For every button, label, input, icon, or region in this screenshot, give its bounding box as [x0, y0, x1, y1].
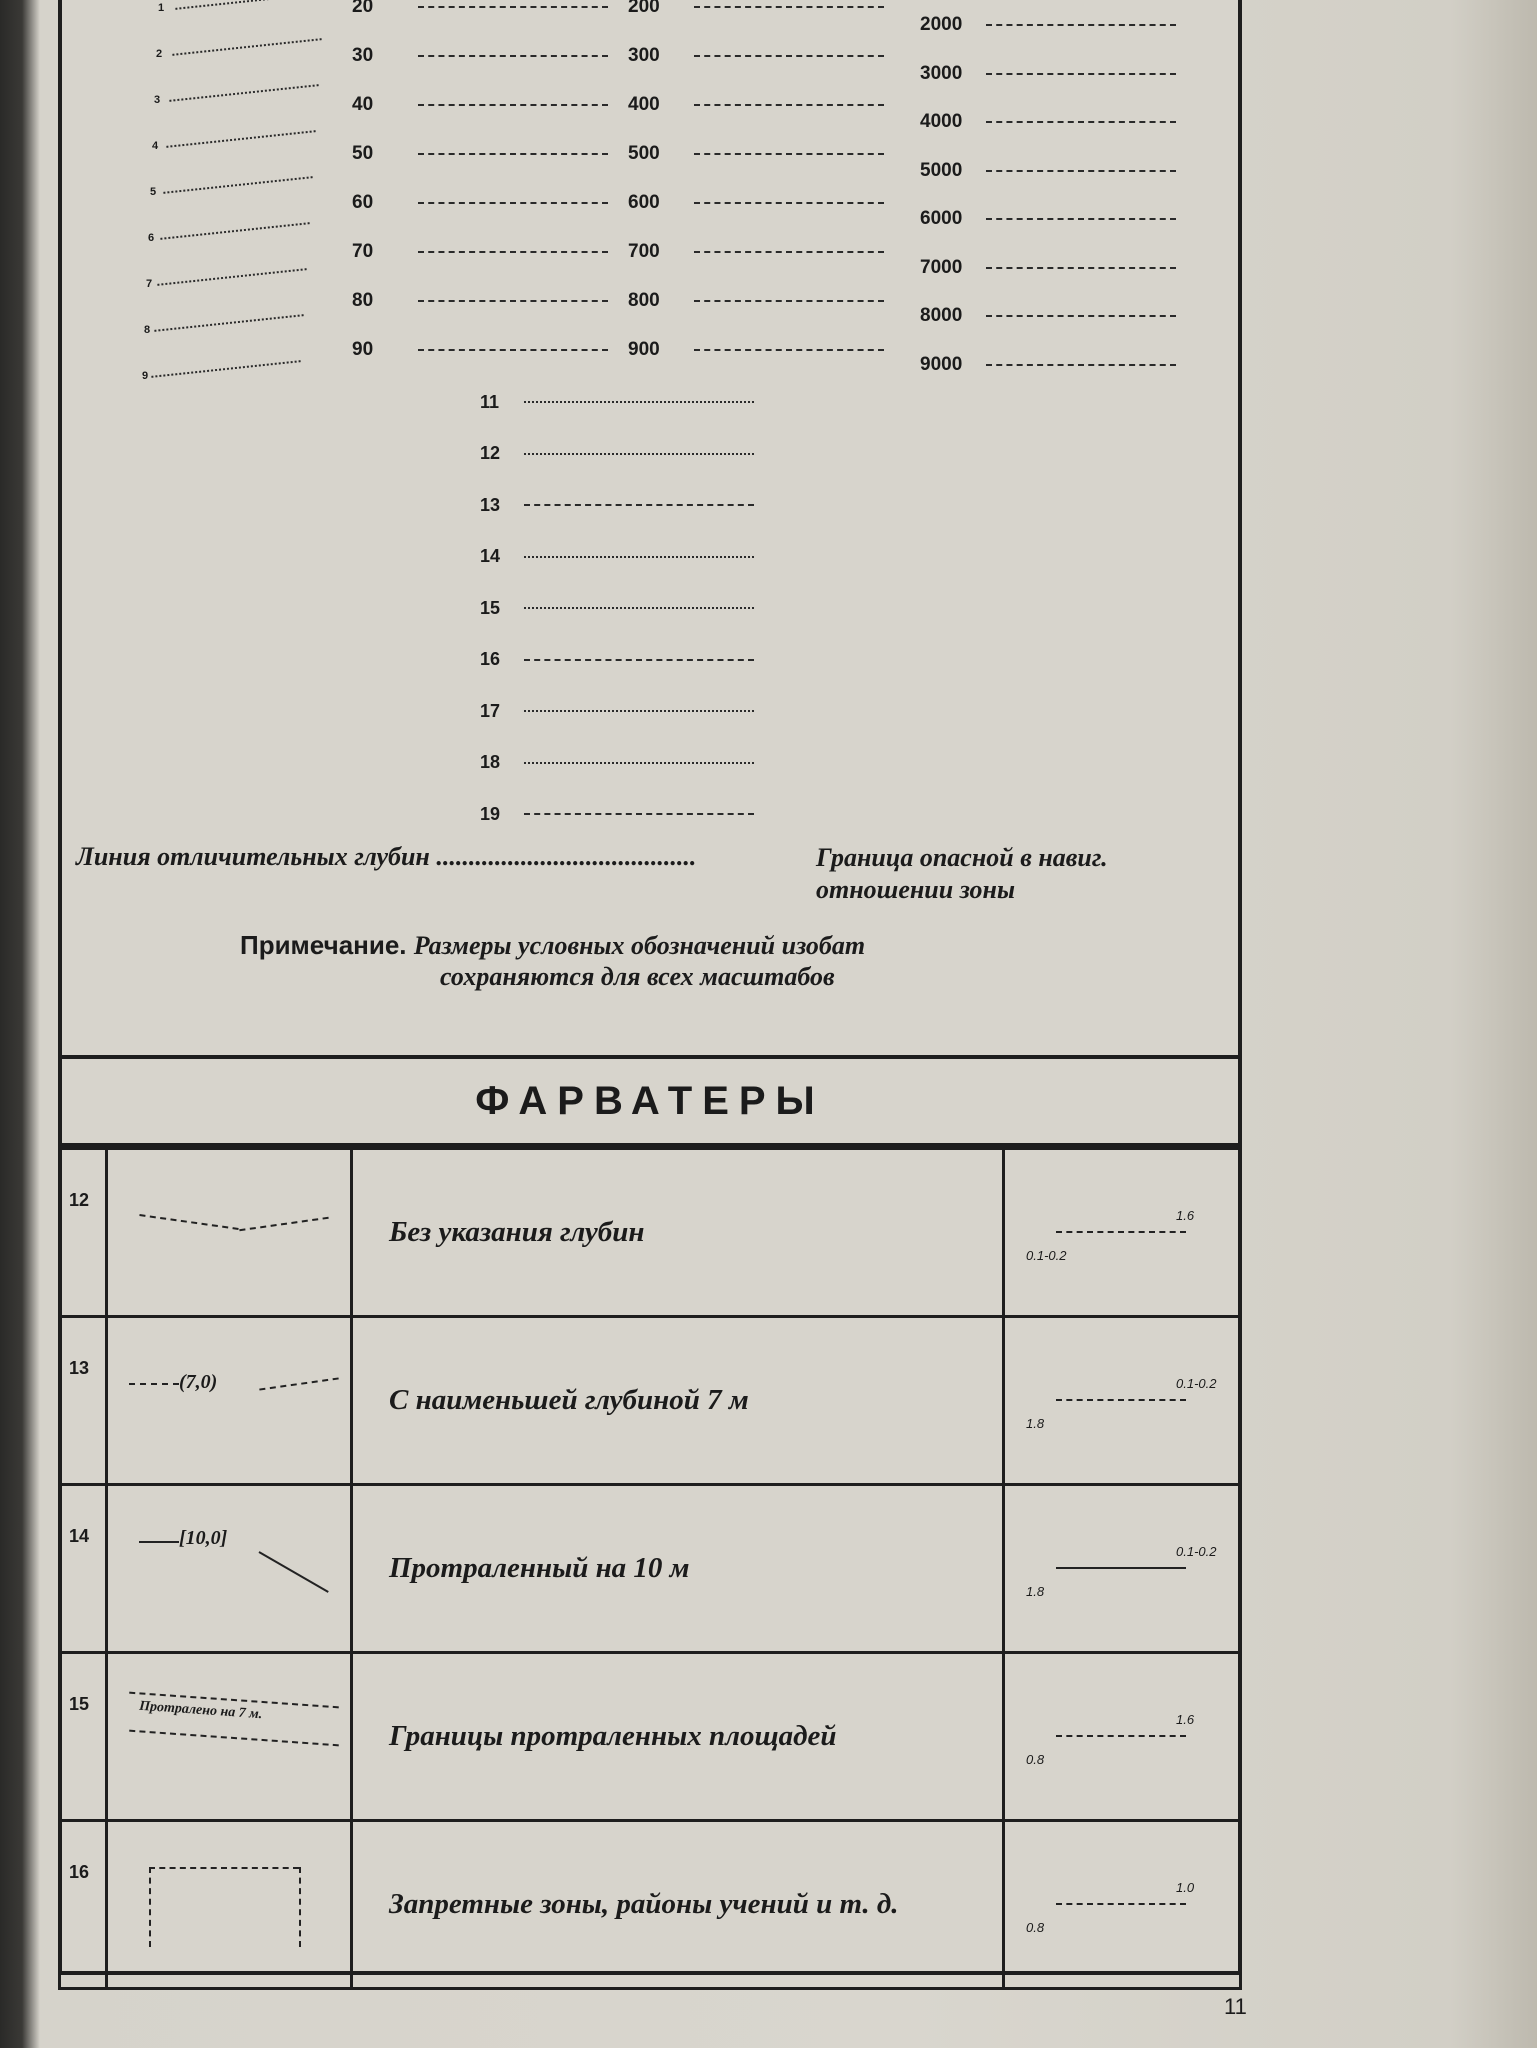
- isobath-extra-number: 15: [480, 597, 501, 618]
- isobath-col1-row: [352, 337, 608, 363]
- isobath-col3-row: [920, 303, 1176, 329]
- isobath-value: 500: [628, 143, 660, 164]
- small-isobath-number: 2: [156, 48, 163, 60]
- isobath-value: 2000: [920, 14, 963, 35]
- isobath-line-sample: [418, 300, 608, 302]
- small-isobath-number: 6: [148, 232, 155, 244]
- isobath-extra-number: 18: [480, 752, 501, 772]
- isobath-line-sample: [986, 315, 1176, 317]
- isobath-value: 700: [628, 241, 660, 262]
- distinct-depths-label: Линия отличительных глубин ........................................: [76, 842, 697, 871]
- isobath-line-sample: [694, 349, 884, 351]
- isobath-col2-row: [628, 92, 884, 118]
- isobath-value: 9000: [920, 353, 963, 375]
- isobath-value: 3000: [920, 62, 963, 84]
- fairway-symbol: [107, 1821, 352, 1989]
- note-text-1: Размеры условных обозначений изобат: [413, 931, 866, 960]
- dimension-label: 0.1-0.2: [1026, 1247, 1067, 1263]
- note-label: Примечание.: [240, 930, 407, 960]
- isobath-value: 400: [628, 94, 660, 115]
- dimension-label: 1.6: [1176, 1711, 1195, 1727]
- isobath-extra-number: 16: [480, 649, 501, 669]
- fairway-symbol: [107, 1149, 352, 1317]
- isobath-value: 6000: [920, 208, 963, 229]
- isobath-line-sample: [986, 73, 1176, 75]
- isobath-extra-line: [524, 762, 754, 764]
- isobath-value: 70: [352, 241, 374, 262]
- dimension-line: [1056, 1903, 1186, 1905]
- isobath-extra-row: [480, 594, 754, 622]
- isobath-extra-line: [524, 401, 754, 403]
- isobath-extra-line: [524, 659, 754, 661]
- fairway-row: [60, 1317, 1241, 1485]
- isobath-extra-number: 11: [480, 391, 500, 412]
- dimension-line: [1056, 1399, 1186, 1401]
- note: [240, 930, 1140, 992]
- dimension-line: [1056, 1735, 1186, 1737]
- isobath-extra-row: [480, 440, 754, 468]
- fairway-number: 12: [60, 1149, 107, 1317]
- isobath-line-sample: [418, 104, 608, 106]
- isobath-line-sample: [694, 300, 884, 302]
- isobath-value: 50: [352, 143, 374, 164]
- isobath-value: 200: [628, 0, 660, 17]
- distinct-depths-row: [76, 842, 1206, 904]
- isobath-line-sample: [694, 55, 884, 57]
- isobath-line-sample: [986, 24, 1176, 26]
- isobath-col2-row: [628, 190, 884, 216]
- fairway-dimensions: [1004, 1149, 1241, 1317]
- isobath-col1-row: [352, 43, 608, 69]
- isobath-col1-row: [352, 92, 608, 118]
- isobath-col1-row: [352, 141, 608, 167]
- isobath-extra-number: 13: [480, 494, 501, 515]
- isobath-value: 800: [628, 290, 660, 311]
- isobath-value: 5000: [920, 159, 963, 181]
- isobath-col2-row: [628, 239, 884, 265]
- isobath-col3-row: [920, 12, 1176, 38]
- dimension-label: 1.8: [1026, 1415, 1045, 1431]
- isobath-col2-row: [628, 0, 884, 20]
- isobath-value: 300: [628, 45, 660, 66]
- fairway-symbol: [107, 1653, 352, 1821]
- isobath-col2-row: [628, 141, 884, 167]
- isobath-line-sample: [694, 153, 884, 155]
- isobath-line-sample: [694, 202, 884, 204]
- fairway-dimensions: [1004, 1653, 1241, 1821]
- isobath-line-sample: [986, 364, 1176, 366]
- isobath-col3-row: [920, 206, 1176, 232]
- fairway-symbol: [107, 1317, 352, 1485]
- dimension-label: 1.6: [1176, 1207, 1195, 1223]
- fairway-symbol-text: Протралено на 7 м.: [138, 1698, 263, 1722]
- isobath-extra-row: [480, 646, 754, 674]
- isobath-extra-number: 19: [480, 803, 501, 824]
- dimension-label: 1.0: [1176, 1879, 1195, 1895]
- isobath-line-sample: [418, 153, 608, 155]
- isobath-line-sample: [986, 170, 1176, 172]
- isobath-line-sample: [986, 218, 1176, 220]
- isobath-extra-row: [480, 388, 754, 416]
- isobath-extra-line: [524, 813, 754, 815]
- dimension-line: [1056, 1567, 1186, 1569]
- small-isobath-number: 3: [154, 94, 161, 106]
- fairway-number: 16: [60, 1821, 107, 1989]
- isobath-line-sample: [694, 6, 884, 8]
- isobath-col2-row: [628, 43, 884, 69]
- small-isobath-number: 9: [142, 370, 149, 382]
- isobath-value: 4000: [920, 111, 963, 132]
- fairway-dimensions: [1004, 1485, 1241, 1653]
- fairway-number: 13: [60, 1317, 107, 1485]
- fairway-dimensions: [1004, 1317, 1241, 1485]
- isobath-line-sample: [418, 6, 608, 8]
- fairway-description: С наименьшей глубиной 7 м: [352, 1317, 1004, 1485]
- fairway-symbol: [107, 1485, 352, 1653]
- dimension-label: 1.8: [1026, 1583, 1045, 1599]
- isobath-line-sample: [418, 251, 608, 253]
- section-title: ФАРВАТЕРЫ: [58, 1055, 1242, 1147]
- fairway-row: [60, 1149, 1241, 1317]
- isobath-col1-row: [352, 239, 608, 265]
- isobath-extra-line: [524, 607, 754, 609]
- isobath-value: 60: [352, 192, 374, 213]
- isobath-extra-row: [480, 749, 754, 777]
- isobath-line-sample: [418, 55, 608, 57]
- dimension-line: [1056, 1231, 1186, 1233]
- page-number: 11: [1224, 1994, 1247, 2019]
- fairway-dimensions: [1004, 1821, 1241, 1989]
- isobath-line-sample: [986, 121, 1176, 123]
- isobath-col1-row: [352, 190, 608, 216]
- isobath-line-sample: [986, 267, 1176, 269]
- isobath-extra-line: [524, 504, 754, 506]
- note-text-2: сохраняются для всех масштабов: [440, 962, 835, 991]
- isobath-value: 30: [352, 45, 374, 66]
- isobath-col1-row: [352, 0, 608, 20]
- isobath-value: 90: [352, 339, 374, 360]
- isobath-extra-row: [480, 543, 754, 571]
- small-isobath-number: 8: [144, 324, 151, 336]
- small-isobath-number: 5: [150, 186, 157, 198]
- fairway-row: [60, 1485, 1241, 1653]
- isobath-line-sample: [694, 104, 884, 106]
- isobath-extra-line: [524, 453, 754, 455]
- isobath-value: 40: [352, 94, 374, 115]
- isobath-col3-row: [920, 61, 1176, 87]
- dimension-label: 0.1-0.2: [1176, 1375, 1217, 1391]
- isobath-value: 7000: [920, 256, 963, 278]
- isobath-value: 900: [628, 339, 660, 360]
- isobath-value: 8000: [920, 305, 963, 326]
- fairways-table: [58, 1147, 1242, 1990]
- danger-zone-label: Граница опасной в навиг. отношении зоны: [816, 843, 1108, 904]
- fairway-description: Протраленный на 10 м: [352, 1485, 1004, 1653]
- fairway-symbol-text: (7,0): [179, 1370, 218, 1393]
- isobath-col1-row: [352, 288, 608, 314]
- isobath-line-sample: [694, 251, 884, 253]
- isobath-extra-row: [480, 800, 754, 828]
- fairway-description: Границы протраленных площадей: [352, 1653, 1004, 1821]
- isobath-value: 80: [352, 290, 374, 311]
- isobath-value: 20: [352, 0, 374, 17]
- isobath-col3-row: [920, 109, 1176, 135]
- fairway-number: 14: [60, 1485, 107, 1653]
- fairway-description: Без указания глубин: [352, 1149, 1004, 1317]
- dimension-label: 0.8: [1026, 1751, 1045, 1767]
- isobath-line-sample: [418, 349, 608, 351]
- isobath-value: 600: [628, 192, 660, 213]
- small-isobath-number: 7: [146, 278, 153, 290]
- fairway-number: 15: [60, 1653, 107, 1821]
- dimension-label: 0.8: [1026, 1919, 1045, 1935]
- small-isobath-number: 1: [158, 2, 165, 14]
- fairway-row: [60, 1821, 1241, 1989]
- fairway-symbol-text: [10,0]: [179, 1526, 228, 1549]
- fairway-row: [60, 1653, 1241, 1821]
- isobath-extra-row: [480, 491, 754, 519]
- isobath-col2-row: [628, 337, 884, 363]
- isobath-col3-row: [920, 158, 1176, 184]
- isobath-line-sample: [418, 202, 608, 204]
- fairway-description: Запретные зоны, районы учений и т. д.: [352, 1821, 1004, 1989]
- dimension-label: 0.1-0.2: [1176, 1543, 1217, 1559]
- isobath-extra-number: 17: [480, 700, 501, 721]
- isobath-extra-number: 12: [480, 443, 501, 463]
- isobath-extra-line: [524, 710, 754, 712]
- isobath-extra-line: [524, 556, 754, 558]
- isobath-extra-row: [480, 697, 754, 725]
- small-isobath-number: 4: [152, 140, 159, 152]
- isobath-col3-row: [920, 255, 1176, 281]
- isobath-col2-row: [628, 288, 884, 314]
- isobath-extra-number: 14: [480, 546, 501, 566]
- isobath-col3-row: [920, 352, 1176, 378]
